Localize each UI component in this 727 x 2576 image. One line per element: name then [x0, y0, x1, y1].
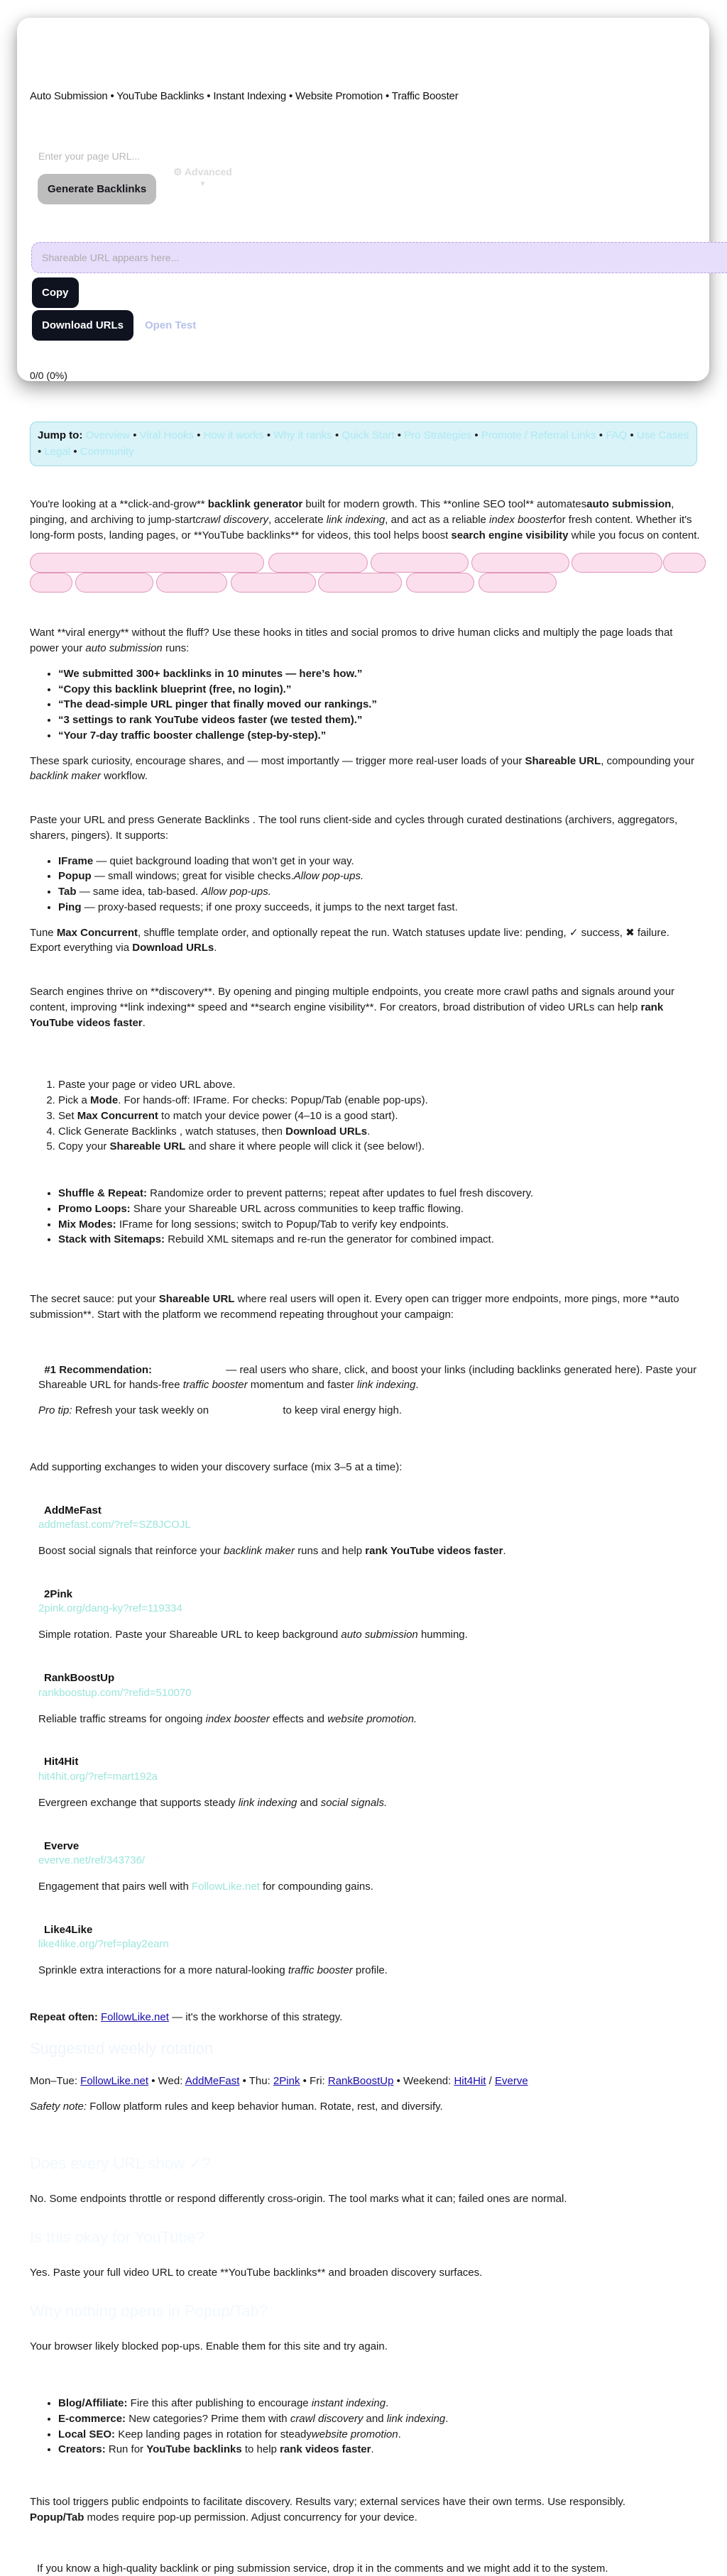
- jump-to-label: Jump to:: [38, 429, 83, 441]
- keyword-pill[interactable]: [471, 553, 569, 573]
- rotation-link-addmefast[interactable]: AddMeFast: [185, 2075, 240, 2088]
- followlike-recommendation-link[interactable]: FollowLike.net: [155, 1363, 224, 1376]
- mode-item-iframe: • IFrame — quiet background loading that won’t get in your way.: [58, 854, 701, 869]
- promote-intro: The secret sauce: put your Shareable URL where real users will open it. Every open can trigger more endpoints, more pings, more **auto submission**. Start with the platform we recommend repeating throughout your campaign:: [30, 1293, 679, 1321]
- keyword-pill[interactable]: [75, 573, 153, 593]
- faq-question: Does every URL show ✓?: [30, 2154, 211, 2172]
- rotation-heading: Suggested weekly rotation: [30, 2039, 214, 2057]
- keyword-pills: [30, 553, 701, 595]
- section-promote: [30, 1292, 701, 2115]
- modes-list: [30, 854, 701, 915]
- step-item: 2. Pick a Mode. For hands-off: IFrame. For checks: Popup/Tab (enable pop-ups).: [58, 1093, 701, 1108]
- keyword-pill[interactable]: [231, 573, 316, 593]
- exchange-name: 2Pink: [44, 1587, 73, 1600]
- exchange-everve: [30, 1839, 701, 1895]
- open-test-link[interactable]: Open Test: [145, 319, 197, 331]
- keyword-pill[interactable]: [318, 573, 402, 593]
- strategy-item: • Mix Modes: IFrame for long sessions; switch to Popup/Tab to verify key endpoints.: [58, 1217, 701, 1233]
- hook-item: • “3 settings to rank YouTube videos faster (we tested them).”: [58, 712, 701, 728]
- inline-generate-label: Generate Backlinks: [157, 814, 250, 826]
- exchange-name: Like4Like: [44, 1923, 93, 1936]
- section-quick-start: [30, 1077, 701, 1155]
- exchange-2pink: [30, 1587, 701, 1643]
- keyword-pill[interactable]: [30, 553, 264, 573]
- quick-start-steps: [30, 1077, 701, 1155]
- jump-separator: •: [397, 429, 402, 441]
- jump-separator: •: [197, 429, 201, 441]
- section-use-cases: [30, 2396, 701, 2457]
- exchange-name: AddMeFast: [44, 1504, 102, 1517]
- jump-link-quick-start[interactable]: Quick Start: [341, 429, 395, 441]
- hook-item: • “We submitted 300+ backlinks in 10 minutes — here’s how.”: [58, 666, 701, 682]
- exchange-ref-link[interactable]: like4like.org/?ref=play2earn: [38, 1938, 169, 1951]
- followlike-repeat-link[interactable]: FollowLike.net: [101, 2011, 169, 2023]
- exchange-desc: Reliable traffic streams for ongoing index booster effects and website promotion.: [38, 1712, 417, 1725]
- section-community: [30, 2561, 701, 2576]
- section-why-it-ranks: [30, 984, 701, 1030]
- weekly-rotation: Mon–Tue: FollowLike.net • Wed: AddMeFast • Thu: 2Pink • Fri: RankBoostUp • Weekend: Hit4Hit / Everve: [30, 2075, 528, 2088]
- mode-item-tab: • Tab — same idea, tab-based. Allow pop-ups.: [58, 884, 701, 900]
- pro-strategies-list: [30, 1186, 701, 1248]
- rotation-link-hit4hit[interactable]: Hit4Hit: [454, 2075, 486, 2088]
- hooks-intro: Want **viral energy** without the fluff? Use these hooks in titles and social promos to drive human clicks and multiply the page loads that power your auto submission runs:: [30, 627, 673, 654]
- jump-link-overview[interactable]: Overview: [85, 429, 131, 441]
- generate-backlinks-button[interactable]: Generate Backlinks: [38, 174, 156, 204]
- exchanges-intro: Add supporting exchanges to widen your discovery surface (mix 3–5 at a time):: [30, 1460, 403, 1473]
- repeat-often: Repeat often: FollowLike.net — it's the workhorse of this strategy.: [30, 2011, 343, 2023]
- section-legal: [30, 2494, 701, 2526]
- faq-answer: Your browser likely blocked pop-ups. Enable them for this site and try again.: [30, 2340, 388, 2353]
- exchange-desc: Engagement that pairs well with FollowLike.net for compounding gains.: [38, 1881, 373, 1893]
- section-viral-hooks: [30, 625, 701, 784]
- faq-answer: Yes. Paste your full video URL to create **YouTube backlinks** and broaden discovery surfaces.: [30, 2267, 483, 2279]
- mode-item-ping: • Ping — proxy-based requests; if one proxy succeeds, it jumps to the next target fast.: [58, 900, 701, 915]
- tune-paragraph: Tune Max Concurrent, shuffle template order, and optionally repeat the run. Watch statuses update live: pending, ✓ success, ✖ failure. Export everything via Download URLs.: [30, 926, 669, 954]
- hook-item: • “Your 7-day traffic booster challenge (step-by-step).”: [58, 728, 701, 744]
- jump-separator: •: [630, 429, 634, 441]
- exchange-name: RankBoostUp: [44, 1672, 115, 1684]
- jump-to-nav: [30, 422, 697, 466]
- exchange-desc: Evergreen exchange that supports steady link indexing and social signals.: [38, 1796, 388, 1809]
- faq-question: Is this okay for YouTube?: [30, 2228, 205, 2246]
- use-case-item: • E-commerce: New categories? Prime them with crawl discovery and link indexing.: [58, 2411, 701, 2427]
- jump-separator: •: [73, 445, 77, 458]
- hook-item: • “The dead-simple URL pinger that finally moved our rankings.”: [58, 697, 701, 712]
- strategy-item: • Promo Loops: Share your Shareable URL across communities to keep traffic flowing.: [58, 1201, 701, 1217]
- article-content: [30, 497, 701, 2576]
- progress-counter: 0/0 (0%): [30, 370, 67, 381]
- chevron-down-icon: ▼: [199, 180, 207, 189]
- jump-link-how-it-works[interactable]: How it works: [203, 429, 264, 441]
- keyword-pill[interactable]: [663, 553, 706, 573]
- hooks-list: [30, 666, 701, 744]
- exchange-desc: Simple rotation. Paste your Shareable URL to keep background auto submission humming.: [38, 1629, 468, 1641]
- advanced-toggle[interactable]: [173, 165, 232, 189]
- jump-link-promote-referral-links[interactable]: Promote / Referral Links: [481, 429, 596, 441]
- section-how-it-works: [30, 813, 701, 956]
- step-item: 4. Click Generate Backlinks , watch statuses, then Download URLs.: [58, 1124, 701, 1140]
- legal-text: This tool triggers public endpoints to facilitate discovery. Results vary; external services have their own terms. Use responsibly. Popup/Tab modes require pop-up permission. Adjust concurrency for your device.: [30, 2496, 625, 2523]
- hook-item: • “Copy this backlink blueprint (free, no login).”: [58, 682, 701, 698]
- keyword-pill[interactable]: [156, 573, 227, 593]
- exchange-rankboostup: [30, 1671, 701, 1727]
- shareable-url-field[interactable]: [31, 242, 727, 273]
- keyword-pill[interactable]: [371, 553, 469, 573]
- backlink-tool-card: [17, 18, 709, 381]
- exchange-name: Hit4Hit: [44, 1756, 79, 1768]
- section-overview: [30, 497, 701, 595]
- rotation-link-2pink[interactable]: 2Pink: [273, 2075, 300, 2088]
- pro-tip: Pro tip: Refresh your task weekly on FollowLike.net to keep viral energy high.: [38, 1404, 402, 1416]
- how-intro: Paste your URL and press Generate Backlinks . The tool runs client-side and cycles through curated destinations (archivers, aggregators, sharers, pingers). It supports:: [30, 814, 678, 842]
- faq-question: Why nothing opens in Popup/Tab?: [30, 2301, 268, 2320]
- use-case-item: • Creators: Run for YouTube backlinks to help rank videos faster.: [58, 2442, 701, 2457]
- use-case-item: • Local SEO: Keep landing pages in rotation for steadywebsite promotion.: [58, 2427, 701, 2443]
- recommendation-block: [30, 1363, 701, 1419]
- jump-link-why-it-ranks[interactable]: Why it ranks: [273, 429, 332, 441]
- followlike-tip-link[interactable]: FollowLike.net: [212, 1404, 280, 1416]
- keyword-pill[interactable]: [572, 553, 662, 573]
- rotation-link-everve[interactable]: Everve: [495, 2075, 528, 2088]
- exchange-name: Everve: [44, 1839, 80, 1852]
- use-cases-list: [30, 2396, 701, 2457]
- mode-item-popup: • Popup — small windows; great for visible checks.Allow pop-ups.: [58, 869, 701, 884]
- use-case-item: • Blog/Affiliate: Fire this after publishing to encourage instant indexing.: [58, 2396, 701, 2411]
- exchange-ref-link[interactable]: addmefast.com/?ref=SZ8JCOJL: [38, 1519, 191, 1531]
- exchange-ref-link[interactable]: 2pink.org/dang-ky?ref=119334: [38, 1602, 182, 1615]
- jump-link-faq[interactable]: FAQ: [606, 429, 628, 441]
- exchange-ref-link[interactable]: everve.net/ref/343736/: [38, 1854, 146, 1866]
- followlike-inline-link[interactable]: FollowLike.net: [191, 1881, 260, 1893]
- jump-separator: •: [38, 445, 42, 458]
- keyword-pill[interactable]: [479, 573, 557, 593]
- step-item: 5. Copy your Shareable URL and share it where people will click it (see below!).: [58, 1139, 701, 1155]
- why-paragraph: Search engines thrive on **discovery**. By opening and pinging multiple endpoints, you create more crawl paths and signals around your content, improving **link indexing** speed and **search engine visibility**. For creators, broad distribution of video URLs can help rank YouTube videos faster.: [30, 986, 675, 1029]
- jump-links: [38, 429, 689, 458]
- safety-note: Safety note: Follow platform rules and keep behavior human. Rotate, rest, and diversify.: [30, 2100, 443, 2113]
- jump-separator: •: [133, 429, 137, 441]
- exchange-desc: Sprinkle extra interactions for a more natural-looking traffic booster profile.: [38, 1964, 388, 1977]
- jump-separator: •: [474, 429, 479, 441]
- rotation-link-followlike[interactable]: FollowLike.net: [80, 2075, 149, 2088]
- exchange-ref-link[interactable]: hit4hit.org/?ref=mart192a: [38, 1770, 158, 1783]
- section-pro-strategies: [30, 1186, 701, 1248]
- community-text: If you know a high-quality backlink or ping submission service, drop it in the comments and we might add it to the system.: [37, 2562, 608, 2575]
- jump-link-legal[interactable]: Legal: [44, 445, 71, 458]
- section-faq: [30, 2154, 701, 2355]
- jump-link-community[interactable]: Community: [80, 445, 134, 458]
- jump-separator: •: [334, 429, 339, 441]
- recommendation-text: #1 Recommendation: FollowLike.net — real users who share, click, and boost your links (including backlinks generated here). Paste your Shareable URL for hands-free traffic booster momentum and faster link indexing.: [38, 1363, 697, 1392]
- exchange-like4like: [30, 1923, 701, 1978]
- tool-tagline: Auto Submission • YouTube Backlinks • Instant Indexing • Website Promotion • Traffic Booster: [30, 90, 459, 102]
- exchange-addmefast: [30, 1504, 701, 1559]
- exchange-hit4hit: [30, 1755, 701, 1810]
- advanced-label: ⚙ Advanced: [173, 166, 232, 177]
- exchange-ref-link[interactable]: rankboostup.com/?refid=510070: [38, 1686, 192, 1699]
- faq-answer: No. Some endpoints throttle or respond differently cross-origin. The tool marks what it can; failed ones are normal.: [30, 2193, 567, 2206]
- hooks-outro: These spark curiosity, encourage shares, and — most importantly — trigger more real-user loads of your Shareable URL, compounding your backlink maker workflow.: [30, 754, 694, 783]
- exchange-desc: Boost social signals that reinforce your backlink maker runs and help rank YouTube videos faster.: [38, 1545, 506, 1557]
- keyword-pill[interactable]: [30, 573, 72, 593]
- jump-link-pro-strategies[interactable]: Pro Strategies: [404, 429, 472, 441]
- rotation-link-rankboostup[interactable]: RankBoostUp: [327, 2075, 394, 2088]
- jump-separator: •: [266, 429, 271, 441]
- keyword-pill[interactable]: [268, 553, 368, 573]
- jump-link-viral-hooks[interactable]: Viral Hooks: [139, 429, 195, 441]
- strategy-item: • Shuffle & Repeat: Randomize order to prevent patterns; repeat after updates to fuel fresh discovery.: [58, 1186, 701, 1201]
- download-urls-button[interactable]: Download URLs: [32, 310, 133, 341]
- jump-link-use-cases[interactable]: Use Cases: [636, 429, 689, 441]
- copy-button[interactable]: Copy: [32, 277, 79, 308]
- strategy-item: • Stack with Sitemaps: Rebuild XML sitemaps and re-run the generator for combined impact.: [58, 1232, 701, 1248]
- keyword-pill[interactable]: [406, 573, 474, 593]
- step-item: 1. Paste your page or video URL above.: [58, 1077, 701, 1093]
- overview-paragraph: You're looking at a **click-and-grow** backlink generator built for modern growth. This **online SEO tool** automatesauto submission, pinging, and archiving to jump-startcrawl discovery, accelerate link indexing, and act as a reliable index boosterfor fresh content. Whether it's long-form posts, landing pages, or **YouTube backlinks** for videos, this tool helps boost search engine visibility while you focus on content.: [30, 498, 700, 541]
- jump-separator: •: [598, 429, 603, 441]
- step-item: 3. Set Max Concurrent to match your device power (4–10 is a good start).: [58, 1108, 701, 1124]
